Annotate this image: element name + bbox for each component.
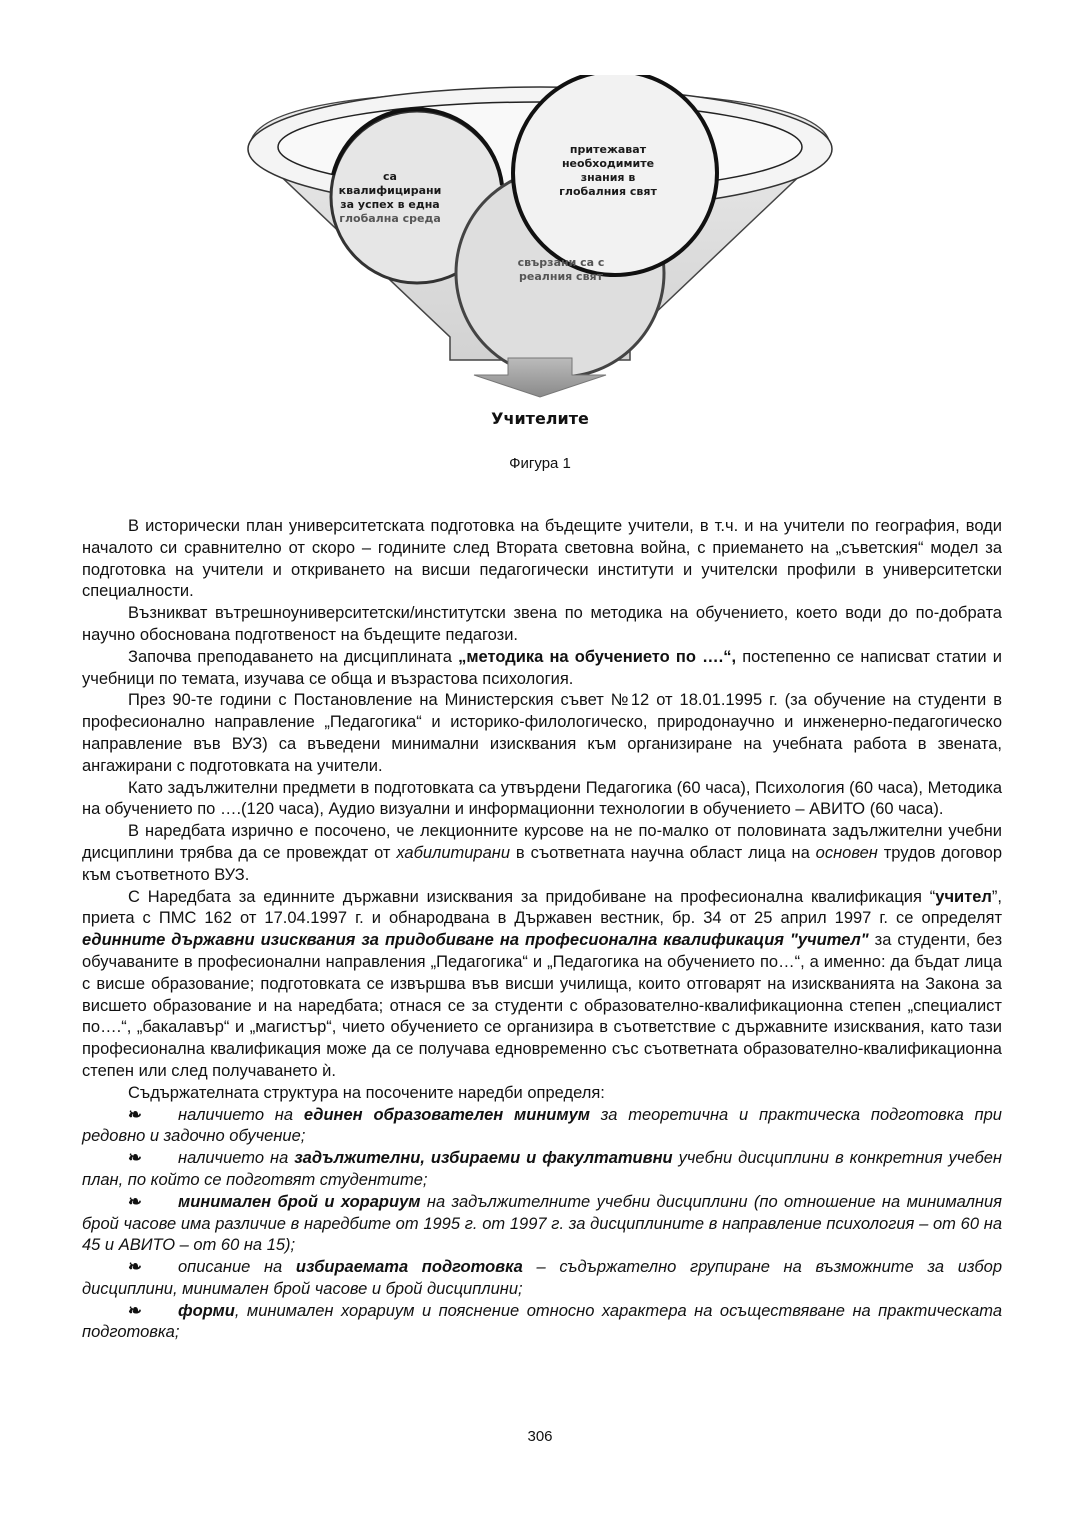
paragraph-8: Съдържателната структура на посочените наредби определя:	[128, 1083, 605, 1102]
list-item: ❧ наличието на задължителни, избираеми и факултативни учебни дисциплини в конкретния учебен план, по който се подготвят студентите;	[82, 1149, 1002, 1189]
circle3-line1: свързани са с	[517, 256, 605, 269]
paragraph-3: Започва преподаването на дисциплината „методика на обучението по ….“, постепенно се написват статии и учебници по темата, изучава се обща и възрастова психология.	[82, 647, 1002, 688]
circle2-line1: притежават	[569, 143, 647, 156]
paragraph-2: Възникват вътрешноуниверситетски/институтски звена по методика на обучението, което води до по-добрата научно обоснована подготвеност на бъдещите педагози.	[82, 604, 1002, 644]
list-item: ❧ форми, минимален хорариум и пояснение относно характера на осъществяване на практическата подготовка;	[82, 1301, 1002, 1342]
circle1-line2: квалифицирани	[338, 184, 442, 197]
list-item: ❧ описание на избираемата подготовка – съдържателно групиране на възможните за избор дисциплини, минимален брой часове и брой дисциплини;	[82, 1258, 1003, 1298]
paragraph-7: С Наредбата за единните държавни изисквания за придобиване на професионална квалификация “учител”, приета с ПМС 162 от 17.04.1997 г. и обнародвана в Държавен вестник, бр. 34 от 25 април 1997 г. се определят единните държавни изисквания за придобиване на професионална квалификация "учител" за студенти, без обучаваните в професионални направления „Педагогика“ и „Педагогика на обучението по…“, а именно: да бъдат лица с висше образование; подготовката се извършва във висши училища, които отговарят на изискванията на Закона за висшето образование и на наредбата; отнася се за студенти с образователно-квалификационна степен „специалист по….“, „бакалавър“ и „магистър“, чието обучението се организира в съответствие с държавните изисквания, като тази професионална квалификация може да се получава едновременно със съответната образователно-квалификационна степен или след получаването ѝ.	[82, 887, 1003, 1080]
circle2-line2: необходимите	[561, 157, 655, 170]
body-text	[82, 516, 1002, 1344]
fleuron-bullet-icon: ❧	[128, 1105, 142, 1124]
paragraph-5: Като задължителни предмети в подготовката са утвърдени Педагогика (60 часа), Психология (60 часа), Методика на обучението по ….(120 часа), Аудио визуални и информационни технологии в обучението – АВИТО (60 часа).	[82, 778, 1002, 819]
figure-caption: Фигура 1	[509, 455, 571, 472]
circle1-line3: за успех в една	[340, 198, 440, 211]
fleuron-bullet-icon: ❧	[128, 1149, 142, 1168]
list-item: ❧ минимален брой и хорариум на задължителните учебни дисциплини (по отношение на минималния брой часове има различие в наредбите от 1995 г. от 1997 г. за дисциплините в направление психология – от 60 на 45 и АВИТО – от 60 на 15);	[82, 1192, 1002, 1255]
list-item: ❧ наличието на единен образователен минимум за теоретична и практическа подготовка при редовно и задочно обучение;	[82, 1105, 1002, 1146]
paragraph-6: В наредбата изрично е посочено, че лекционните курсове на не по-малко от половината задължителни учебни дисциплини трябва да се провеждат от хабилитирани в съответната научна област лица на основен трудов договор към съответното ВУЗ.	[82, 822, 1002, 884]
circle2-line4: глобалния свят	[559, 185, 657, 198]
circle1-line1: са	[383, 170, 397, 183]
fleuron-bullet-icon: ❧	[128, 1192, 142, 1211]
result-label: Учителите	[491, 409, 589, 428]
circle2-line3: знания в	[580, 171, 636, 184]
page-number: 306	[527, 1428, 553, 1445]
paragraph-4: През 90-те години с Постановление на Министерския съвет №12 от 18.01.1995 г. (за обучение на студенти в професионално направление „Педагогика“ и историко-филологическо, природонаучно и инженерно-педагогическо направление във ВУЗ) са въведени минимални изисквания към организиране на учебната работа в звената, ангажирани с подготовката на учители.	[82, 691, 1002, 775]
fleuron-bullet-icon: ❧	[128, 1301, 142, 1320]
funnel-diagram	[230, 75, 850, 445]
funnel-figure	[230, 75, 850, 445]
circle1-line4: глобална среда	[339, 212, 441, 225]
circle3-line2: реалния свят	[519, 270, 603, 283]
fleuron-bullet-icon: ❧	[128, 1258, 142, 1277]
paragraph-1: В исторически план университетската подготовка на бъдещите учители, в т.ч. и на учители по география, води началото си сравнително от скоро – годините след Втората световна война, с приемането на „съветския“ модел за подготовка на учители и откриването на висши педагогически институти и учителски профили в университетски специалности.	[82, 517, 1002, 601]
